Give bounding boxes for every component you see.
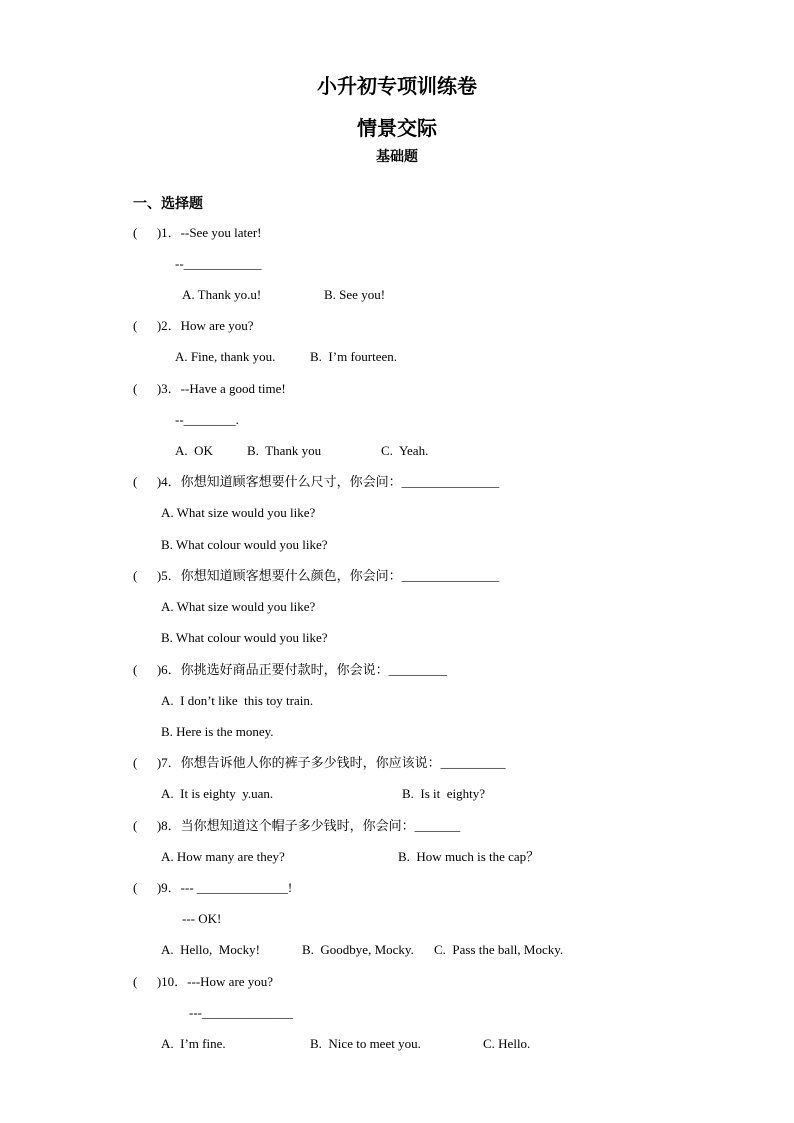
question-line: ( )5．你想知道顾客想要什么颜色，你会问：_______________	[133, 568, 500, 583]
section-heading: 一、选择题	[133, 196, 203, 212]
question-line: C. Yeah.	[381, 443, 429, 458]
question-line: A. What size would you like?	[161, 505, 316, 520]
question-line: ( )9．--- ______________!	[133, 880, 293, 895]
question-line: A. Hello, Mocky!	[161, 942, 260, 957]
question-line: ( )6．你挑选好商品正要付款时，你会说：_________	[133, 662, 448, 677]
question-line: C. Hello.	[483, 1036, 531, 1051]
page-subtitle: 情景交际	[357, 116, 437, 140]
question-line: B. I’m fourteen.	[310, 349, 398, 364]
question-line: B. Is it eighty?	[402, 786, 486, 801]
question-line: B. See you!	[324, 287, 386, 302]
question-line: A. I don’t like this toy train.	[161, 693, 314, 708]
difficulty-level: 基础题	[376, 149, 418, 165]
question-line: ( )7．你想告诉他人你的裤子多少钱时，你应该说：__________	[133, 755, 506, 770]
question-line: B. What colour would you like?	[161, 537, 328, 552]
question-line: A. It is eighty y.uan.	[161, 786, 274, 801]
question-line: ( )4．你想知道顾客想要什么尺寸，你会问：_______________	[133, 474, 500, 489]
question-line: B. Nice to meet you.	[310, 1036, 421, 1051]
question-line: B. Thank you	[247, 443, 322, 458]
question-line: ( )3．--Have a good time!	[133, 381, 286, 396]
question-line: ( )2．How are you?	[133, 318, 254, 333]
question-line: A. What size would you like?	[161, 599, 316, 614]
question-line: B. Here is the money.	[161, 724, 274, 739]
question-line: --____________	[175, 256, 262, 271]
question-line: A. OK	[175, 443, 213, 458]
question-line: A. Fine, thank you.	[175, 349, 276, 364]
question-line: B. What colour would you like?	[161, 630, 328, 645]
question-line: ( )1．--See you later!	[133, 225, 262, 240]
question-line: C. Pass the ball, Mocky.	[434, 942, 564, 957]
question-line: A. How many are they?	[161, 849, 285, 864]
question-line: ( )10．---How are you?	[133, 974, 274, 989]
question-line: --________.	[175, 412, 239, 427]
question-line: ( )8．当你想知道这个帽子多少钱时，你会问：_______	[133, 818, 461, 833]
question-line: ---______________	[189, 1005, 293, 1020]
question-line: B. How much is the cap？	[398, 849, 540, 864]
page-title: 小升初专项训练卷	[317, 74, 477, 98]
question-line: B. Goodbye, Mocky.	[302, 942, 414, 957]
question-line: A. I’m fine.	[161, 1036, 226, 1051]
question-line: A. Thank yo.u!	[182, 287, 262, 302]
question-line: --- OK!	[182, 911, 222, 926]
